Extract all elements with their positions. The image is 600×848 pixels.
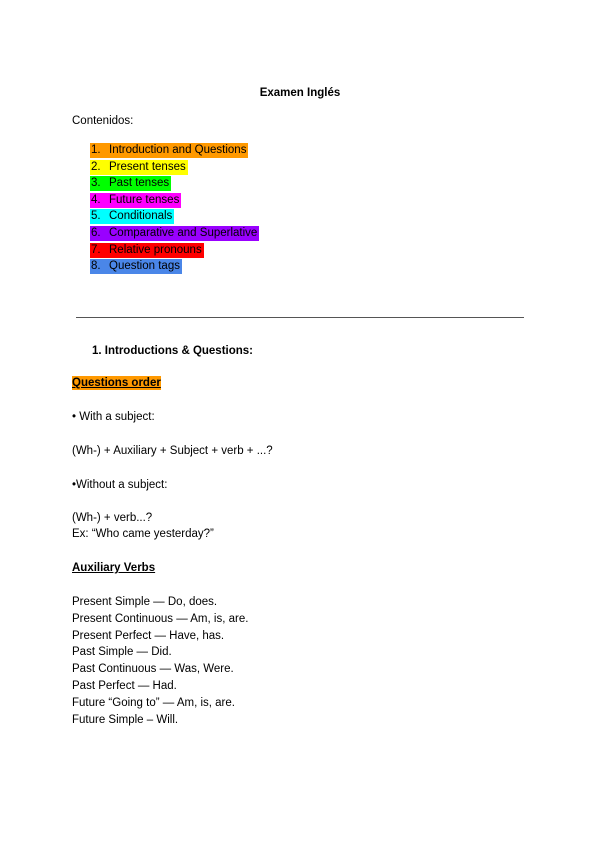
section-heading: 1. Introductions & Questions: (92, 345, 254, 357)
document-title: Examen Inglés (259, 87, 341, 99)
toc-item (90, 259, 259, 276)
toc-item-label: Conditionals (109, 210, 173, 223)
toc-item-label: Relative pronouns (109, 243, 202, 256)
toc-item-number: 4. (91, 193, 101, 206)
toc-item-label: Past tenses (109, 177, 170, 190)
toc-item-label: Future tenses (109, 193, 180, 206)
toc-item-highlight (90, 226, 259, 241)
example-sentence: Ex: “Who came yesterday?” (72, 528, 214, 540)
auxiliary-verbs-heading: Auxiliary Verbs (72, 562, 156, 574)
toc-item-highlight (90, 193, 181, 208)
auxiliary-verbs-list (72, 594, 248, 728)
without-subject-label: •Without a subject: (72, 479, 168, 491)
toc-item (90, 160, 259, 177)
toc-item-label: Present tenses (109, 160, 186, 173)
toc-item-highlight (90, 243, 204, 258)
toc-item-highlight (90, 209, 174, 224)
toc-item (90, 226, 259, 243)
aux-line: Future “Going to” — Am, is, are. (72, 696, 235, 709)
toc-item-label: Comparative and Superlative (109, 226, 258, 239)
aux-line: Past Simple — Did. (72, 646, 172, 659)
toc-item-number: 2. (91, 160, 101, 173)
toc-item-highlight (90, 160, 188, 175)
toc-item (90, 193, 259, 210)
toc-item (90, 243, 259, 260)
toc-item-number: 1. (91, 144, 101, 156)
aux-line: Past Continuous — Was, Were. (72, 663, 234, 676)
questions-order-heading: Questions order (72, 377, 161, 389)
with-subject-label: • With a subject: (72, 411, 155, 423)
contents-label: Contenidos: (72, 115, 134, 127)
toc-item (90, 143, 259, 160)
toc-item (90, 176, 259, 193)
toc-item-number: 3. (91, 177, 101, 190)
toc-item-highlight (90, 176, 171, 191)
aux-line: Present Continuous — Am, is, are. (72, 612, 249, 625)
toc-item-number: 5. (91, 210, 101, 223)
toc-item-number: 8. (91, 260, 101, 273)
aux-line: Present Perfect — Have, has. (72, 629, 225, 642)
aux-line: Future Simple – Will. (72, 713, 179, 726)
toc-item-highlight (90, 259, 182, 274)
horizontal-divider (76, 317, 524, 318)
table-of-contents (90, 143, 259, 276)
aux-line: Present Simple — Do, does. (72, 596, 218, 608)
with-subject-formula: (Wh-) + Auxiliary + Subject + verb + ...? (72, 445, 273, 457)
toc-item-highlight (90, 143, 248, 158)
toc-item (90, 209, 259, 226)
without-subject-formula: (Wh-) + verb...? (72, 512, 153, 524)
toc-item-number: 7. (91, 243, 101, 256)
toc-item-label: Question tags (109, 260, 180, 273)
aux-line: Past Perfect — Had. (72, 679, 177, 692)
toc-item-label: Introduction and Questions (109, 144, 247, 156)
toc-item-number: 6. (91, 226, 101, 239)
